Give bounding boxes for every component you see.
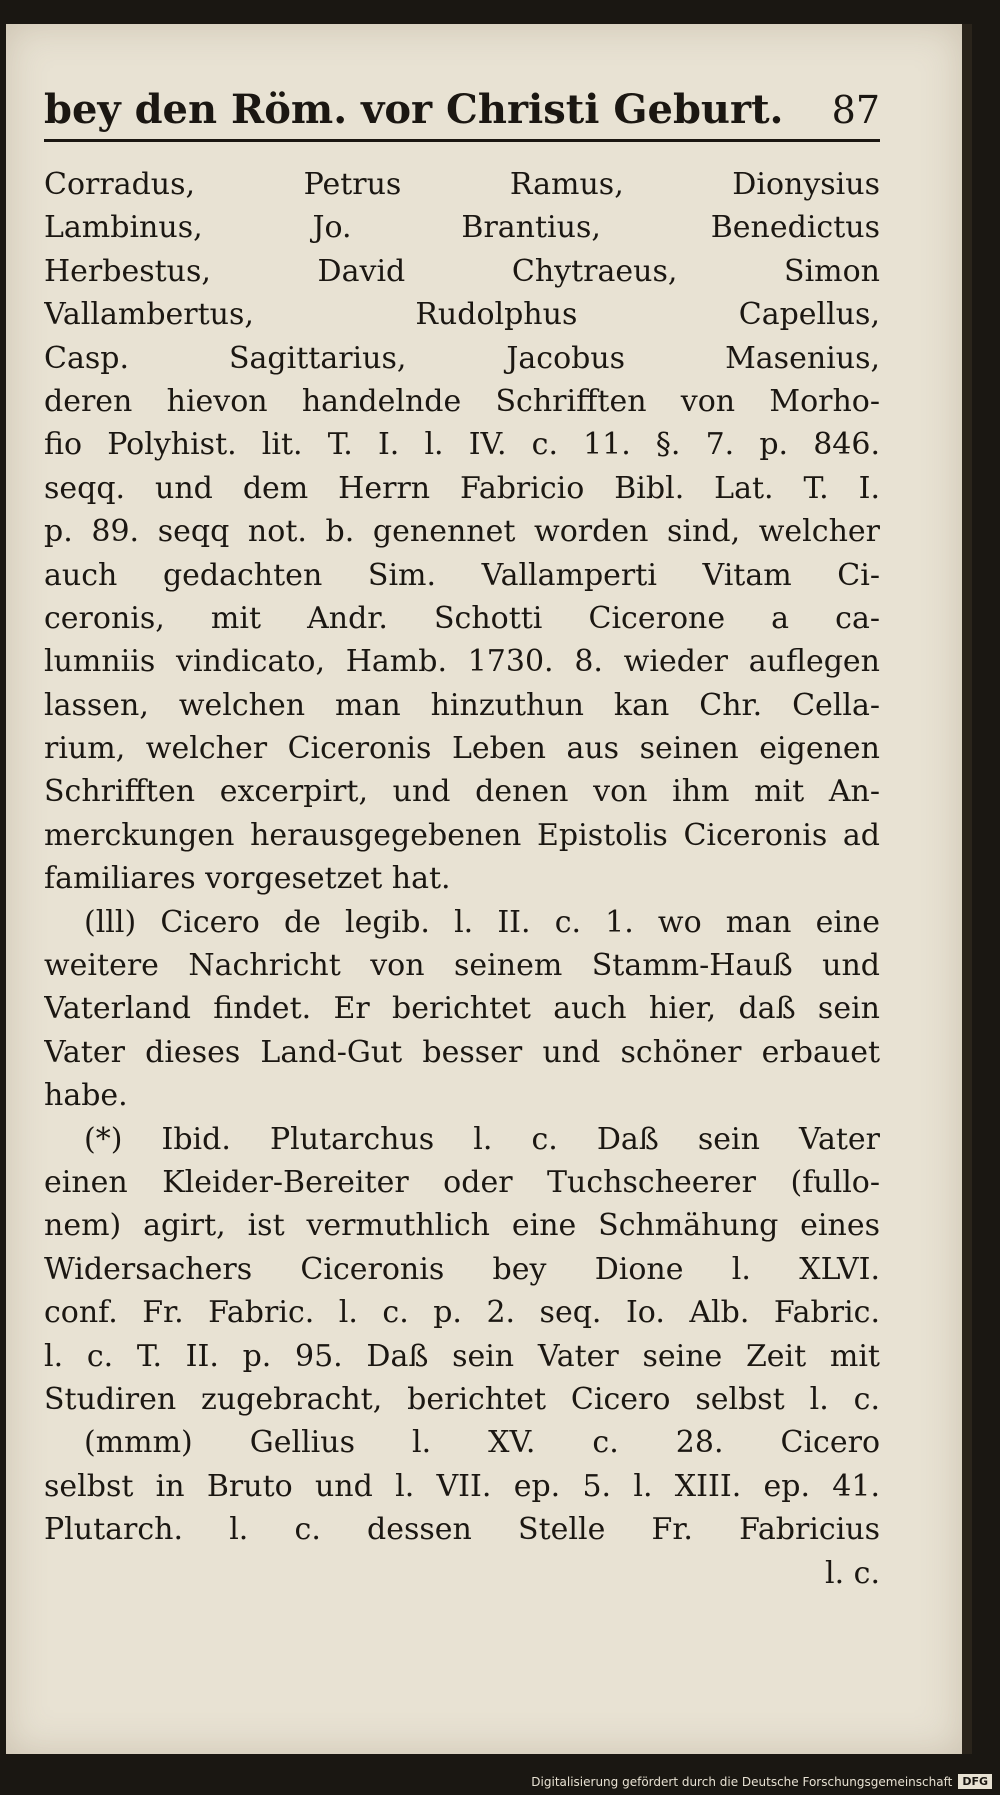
text-line: weitere Nachricht von seinem Stamm-Hauß und	[44, 948, 880, 984]
text-line: deren hievon handelnde Schrifften von Morho-	[44, 383, 880, 419]
text-line: Vater dieses Land-Gut besser und schöner erbauet	[44, 1034, 880, 1070]
page-number: 87	[831, 88, 880, 132]
text-line: merckungen herausgegebenen Epistolis Ciceronis ad	[44, 817, 880, 853]
text-line: p. 89. seqq not. b. genennet worden sind, welcher	[44, 514, 880, 550]
text-line: conf. Fr. Fabric. l. c. p. 2. seq. Io. Alb. Fabric.	[44, 1295, 880, 1331]
digitization-footer	[531, 1774, 992, 1789]
page-edge	[962, 24, 972, 1754]
text-line: Widersachers Ciceronis bey Dione l. XLVI.	[44, 1251, 880, 1287]
text-line: familiares vorgesetzet hat.	[44, 861, 451, 897]
text-line: Corradus, Petrus Ramus, Dionysius	[44, 167, 880, 202]
text-line: Studiren zugebracht, berichtet Cicero selbst l. c.	[44, 1381, 880, 1417]
footnote-start: (lll) Cicero de legib. l. II. c. 1. wo man eine	[84, 904, 880, 940]
text-line: Schrifften excerpirt, und denen von ihm mit An-	[44, 774, 880, 810]
text-line: lumniis vindicato, Hamb. 1730. 8. wieder auflegen	[44, 644, 880, 680]
text-line: fio Polyhist. lit. T. I. l. IV. c. 11. §. 7. p. 846.	[44, 427, 880, 463]
text-line: auch gedachten Sim. Vallamperti Vitam Ci-	[44, 557, 880, 593]
text-line: einen Kleider-Bereiter oder Tuchscheerer (fullo-	[44, 1164, 880, 1200]
text-line: ceronis, mit Andr. Schotti Cicerone a ca-	[44, 600, 880, 636]
text-line: nem) agirt, ist vermuthlich eine Schmähung eines	[44, 1208, 880, 1244]
text-line: l. c.	[824, 1555, 880, 1591]
text-line: Lambinus, Jo. Brantius, Benedictus	[44, 210, 880, 246]
text-line: Casp. Sagittarius, Jacobus Masenius,	[44, 340, 880, 376]
text-line: rium, welcher Ciceronis Leben aus seinen eigenen	[44, 731, 880, 767]
page-body	[44, 163, 880, 1595]
text-line: lassen, welchen man hinzuthun kan Chr. Cella-	[44, 687, 880, 723]
text-line: habe.	[44, 1078, 128, 1114]
footnote-start: (*) Ibid. Plutarchus l. c. Daß sein Vater	[84, 1121, 880, 1157]
text-line: seqq. und dem Herrn Fabricio Bibl. Lat. T. I.	[44, 470, 880, 506]
running-header	[44, 86, 880, 142]
dfg-logo: DFG	[958, 1774, 992, 1789]
text-line: Vaterland findet. Er berichtet auch hier, daß sein	[44, 991, 880, 1027]
footnote-start: (mmm) Gellius l. XV. c. 28. Cicero	[84, 1425, 880, 1461]
text-line: Vallambertus, Rudolphus Capellus,	[44, 297, 880, 333]
footer-credit: Digitalisierung gefördert durch die Deutsche Forschungsgemeinschaft	[531, 1774, 953, 1789]
text-line: selbst in Bruto und l. VII. ep. 5. l. XIII. ep. 41.	[44, 1468, 880, 1504]
text-line: Plutarch. l. c. dessen Stelle Fr. Fabricius	[44, 1512, 880, 1548]
running-title: bey den Röm. vor Christi Geburt.	[44, 86, 784, 133]
text-line: l. c. T. II. p. 95. Daß sein Vater seine Zeit mit	[44, 1338, 880, 1374]
text-line: Herbestus, David Chytraeus, Simon	[44, 253, 880, 289]
